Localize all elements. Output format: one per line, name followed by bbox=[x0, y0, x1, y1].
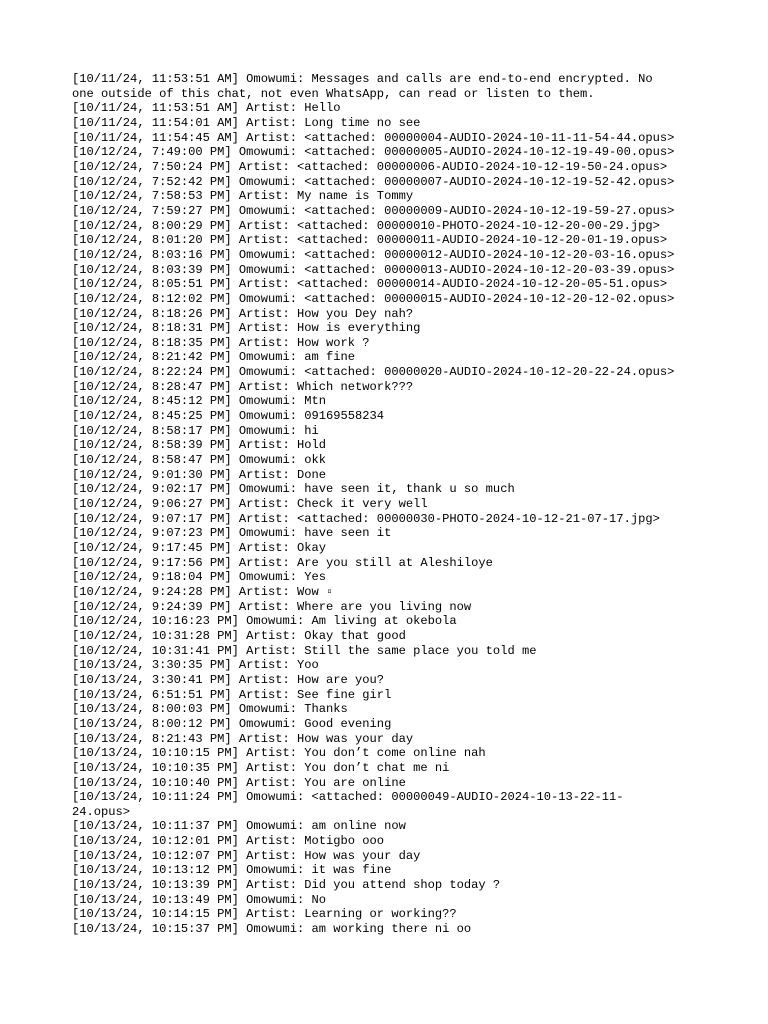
chat-message-line: [10/12/24, 9:02:17 PM] Omowumi: have seen it, thank u so much bbox=[72, 482, 515, 497]
chat-message-line: [10/12/24, 8:18:26 PM] Artist: How you Dey nah? bbox=[72, 306, 414, 321]
chat-message-line: [10/12/24, 7:58:53 PM] Artist: My name is Tommy bbox=[72, 189, 414, 204]
chat-message-line: [10/13/24, 8:00:12 PM] Omowumi: Good evening bbox=[72, 716, 392, 731]
chat-message-line: [10/12/24, 7:50:24 PM] Artist: <attached: 00000006-AUDIO-2024-10-12-19-50-24.opus> bbox=[72, 159, 668, 174]
chat-message-line: [10/12/24, 8:18:35 PM] Artist: How work ? bbox=[72, 335, 370, 350]
chat-message-line: [10/13/24, 10:13:49 PM] Omowumi: No bbox=[72, 892, 327, 907]
chat-message-line: [10/13/24, 10:12:01 PM] Artist: Motigbo ooo bbox=[72, 834, 385, 849]
chat-message-line: [10/13/24, 10:15:37 PM] Omowumi: am working there ni oo bbox=[72, 922, 472, 937]
chat-message-line: [10/12/24, 8:21:42 PM] Omowumi: am fine bbox=[72, 350, 356, 365]
chat-message-line: [10/13/24, 10:11:24 PM] Omowumi: <attached: 00000049-AUDIO-2024-10-13-22-11- 24.opus> bbox=[72, 790, 624, 819]
chat-message-line: [10/12/24, 8:18:31 PM] Artist: How is everything bbox=[72, 321, 421, 336]
chat-message-line: [10/13/24, 8:21:43 PM] Artist: How was your day bbox=[72, 731, 414, 746]
chat-message-line: [10/13/24, 10:13:12 PM] Omowumi: it was fine bbox=[72, 863, 392, 878]
chat-message-line: [10/12/24, 7:49:00 PM] Omowumi: <attached: 00000005-AUDIO-2024-10-12-19-49-00.opus> bbox=[72, 145, 675, 160]
chat-message-line: [10/12/24, 9:07:23 PM] Omowumi: have seen it bbox=[72, 526, 392, 541]
chat-message-line: [10/12/24, 9:24:39 PM] Artist: Where are you living now bbox=[72, 599, 472, 614]
chat-message-line: [10/12/24, 10:16:23 PM] Omowumi: Am living at okebola bbox=[72, 614, 457, 629]
chat-message-line: [10/12/24, 8:58:17 PM] Omowumi: hi bbox=[72, 423, 319, 438]
chat-message-line: [10/11/24, 11:54:45 AM] Artist: <attached: 00000004-AUDIO-2024-10-11-11-54-44.opus> bbox=[72, 130, 675, 145]
chat-message-line: [10/12/24, 7:52:42 PM] Omowumi: <attached: 00000007-AUDIO-2024-10-12-19-52-42.opus> bbox=[72, 174, 675, 189]
chat-message-line: [10/12/24, 9:17:56 PM] Artist: Are you still at Aleshiloye bbox=[72, 555, 493, 570]
chat-message-line: [10/12/24, 8:01:20 PM] Artist: <attached: 00000011-AUDIO-2024-10-12-20-01-19.opus> bbox=[72, 233, 668, 248]
chat-message-line: [10/12/24, 8:28:47 PM] Artist: Which network??? bbox=[72, 379, 414, 394]
chat-message-line: [10/12/24, 9:18:04 PM] Omowumi: Yes bbox=[72, 570, 327, 585]
chat-message-line: [10/13/24, 10:10:35 PM] Artist: You don’t chat me ni bbox=[72, 760, 450, 775]
chat-message-line: [10/12/24, 8:12:02 PM] Omowumi: <attached: 00000015-AUDIO-2024-10-12-20-12-02.opus> bbox=[72, 291, 675, 306]
chat-message-line: [10/12/24, 9:24:28 PM] Artist: Wow ▫ bbox=[72, 584, 334, 599]
chat-message-line: [10/12/24, 9:06:27 PM] Artist: Check it very well bbox=[72, 497, 428, 512]
chat-message-line: [10/13/24, 10:14:15 PM] Artist: Learning or working?? bbox=[72, 907, 457, 922]
chat-message-line: [10/12/24, 9:01:30 PM] Artist: Done bbox=[72, 467, 327, 482]
chat-message-line: [10/12/24, 8:03:39 PM] Omowumi: <attached: 00000013-AUDIO-2024-10-12-20-03-39.opus> bbox=[72, 262, 675, 277]
chat-message-line: [10/12/24, 7:59:27 PM] Omowumi: <attached: 00000009-AUDIO-2024-10-12-19-59-27.opus> bbox=[72, 203, 675, 218]
chat-message-line: [10/12/24, 8:45:12 PM] Omowumi: Mtn bbox=[72, 394, 327, 409]
chat-message-line: [10/13/24, 6:51:51 PM] Artist: See fine girl bbox=[72, 687, 392, 702]
chat-message-line: [10/13/24, 3:30:35 PM] Artist: Yoo bbox=[72, 658, 319, 673]
chat-message-line: [10/13/24, 3:30:41 PM] Artist: How are you? bbox=[72, 672, 385, 687]
chat-message-line: [10/12/24, 8:22:24 PM] Omowumi: <attached: 00000020-AUDIO-2024-10-12-20-22-24.opus> bbox=[72, 365, 675, 380]
chat-message-line: [10/12/24, 8:05:51 PM] Artist: <attached: 00000014-AUDIO-2024-10-12-20-05-51.opus> bbox=[72, 277, 668, 292]
chat-message-line: [10/12/24, 8:03:16 PM] Omowumi: <attached: 00000012-AUDIO-2024-10-12-20-03-16.opus> bbox=[72, 247, 675, 262]
chat-message-line: [10/12/24, 8:00:29 PM] Artist: <attached: 00000010-PHOTO-2024-10-12-20-00-29.jpg> bbox=[72, 218, 660, 233]
chat-message-line: [10/13/24, 10:13:39 PM] Artist: Did you attend shop today ? bbox=[72, 878, 501, 893]
chat-export-document bbox=[72, 72, 702, 937]
chat-message-line: [10/12/24, 9:17:45 PM] Artist: Okay bbox=[72, 541, 327, 555]
chat-message-line: [10/11/24, 11:53:51 AM] Omowumi: Messages and calls are end-to-end encrypted. No one outside of this chat, not even WhatsApp, can read or listen to them. bbox=[72, 72, 653, 101]
chat-message-line: [10/12/24, 9:07:17 PM] Artist: <attached: 00000030-PHOTO-2024-10-12-21-07-17.jpg> bbox=[72, 511, 660, 526]
chat-message-line: [10/12/24, 8:58:39 PM] Artist: Hold bbox=[72, 438, 327, 453]
chat-message-line: [10/13/24, 8:00:03 PM] Omowumi: Thanks bbox=[72, 702, 348, 717]
chat-message-line: [10/11/24, 11:53:51 AM] Artist: Hello bbox=[72, 101, 341, 116]
chat-message-line: [10/13/24, 10:10:15 PM] Artist: You don’t come online nah bbox=[72, 746, 486, 761]
chat-message-line: [10/13/24, 10:12:07 PM] Artist: How was your day bbox=[72, 848, 421, 863]
chat-message-line: [10/12/24, 10:31:28 PM] Artist: Okay that good bbox=[72, 628, 406, 643]
chat-message-line: [10/11/24, 11:54:01 AM] Artist: Long time no see bbox=[72, 115, 421, 130]
chat-message-line: [10/13/24, 10:10:40 PM] Artist: You are online bbox=[72, 775, 406, 790]
chat-message-line: [10/12/24, 8:58:47 PM] Omowumi: okk bbox=[72, 453, 327, 468]
chat-message-line: [10/13/24, 10:11:37 PM] Omowumi: am online now bbox=[72, 819, 406, 834]
chat-message-line: [10/12/24, 10:31:41 PM] Artist: Still the same place you told me bbox=[72, 643, 537, 658]
chat-message-line: [10/12/24, 8:45:25 PM] Omowumi: 09169558234 bbox=[72, 409, 385, 424]
